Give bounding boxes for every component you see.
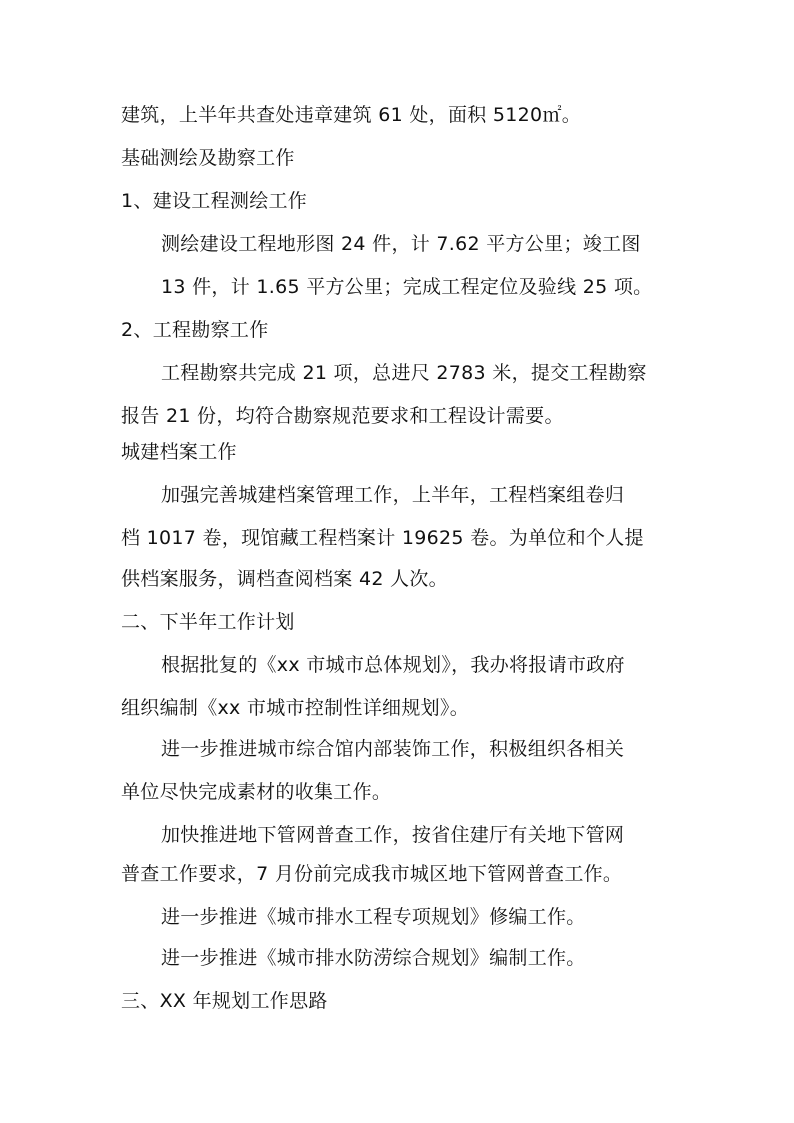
text-line-1: 建筑，上半年共查处违章建筑 61 处，面积 5120㎡。 (121, 104, 582, 126)
text-line-15: 组织编制《xx 市城市控制性详细规划》。 (121, 697, 470, 719)
text-line-4: 测绘建设工程地形图 24 件，计 7.62 平方公里；竣工图 (161, 233, 641, 255)
text-line-10: 加强完善城建档案管理工作，上半年，工程档案组卷归 (161, 484, 625, 506)
text-line-18: 加快推进地下管网普查工作，按省住建厅有关地下管网 (161, 824, 625, 846)
section-heading-basic-surveying: 基础测绘及勘察工作 (121, 147, 295, 169)
text-line-11: 档 1017 卷，现馆藏工程档案计 19625 卷。为单位和个人提 (121, 527, 644, 549)
subsection-heading-2: 2、工程勘察工作 (121, 319, 269, 341)
text-line-19: 普查工作要求，7 月份前完成我市城区地下管网普查工作。 (121, 863, 623, 885)
section-heading-second-half-plan: 二、下半年工作计划 (121, 611, 295, 633)
text-line-7: 工程勘察共完成 21 项，总进尺 2783 米，提交工程勘察 (161, 362, 647, 384)
text-line-20: 进一步推进《城市排水工程专项规划》修编工作。 (161, 906, 586, 928)
text-line-16: 进一步推进城市综合馆内部装饰工作，积极组织各相关 (161, 738, 625, 760)
text-line-14: 根据批复的《xx 市城市总体规划》，我办将报请市政府 (161, 654, 625, 676)
section-heading-planning-ideas: 三、XX 年规划工作思路 (121, 990, 328, 1012)
text-line-21: 进一步推进《城市排水防涝综合规划》编制工作。 (161, 947, 586, 969)
subsection-heading-1: 1、建设工程测绘工作 (121, 190, 308, 212)
text-line-12: 供档案服务，调档查阅档案 42 人次。 (121, 568, 448, 590)
text-line-5: 13 件，计 1.65 平方公里；完成工程定位及验线 25 项。 (161, 276, 653, 298)
text-line-17: 单位尽快完成素材的收集工作。 (121, 781, 392, 803)
text-line-8: 报告 21 份，均符合勘察规范要求和工程设计需要。 (121, 405, 564, 427)
section-heading-archives: 城建档案工作 (121, 441, 237, 463)
